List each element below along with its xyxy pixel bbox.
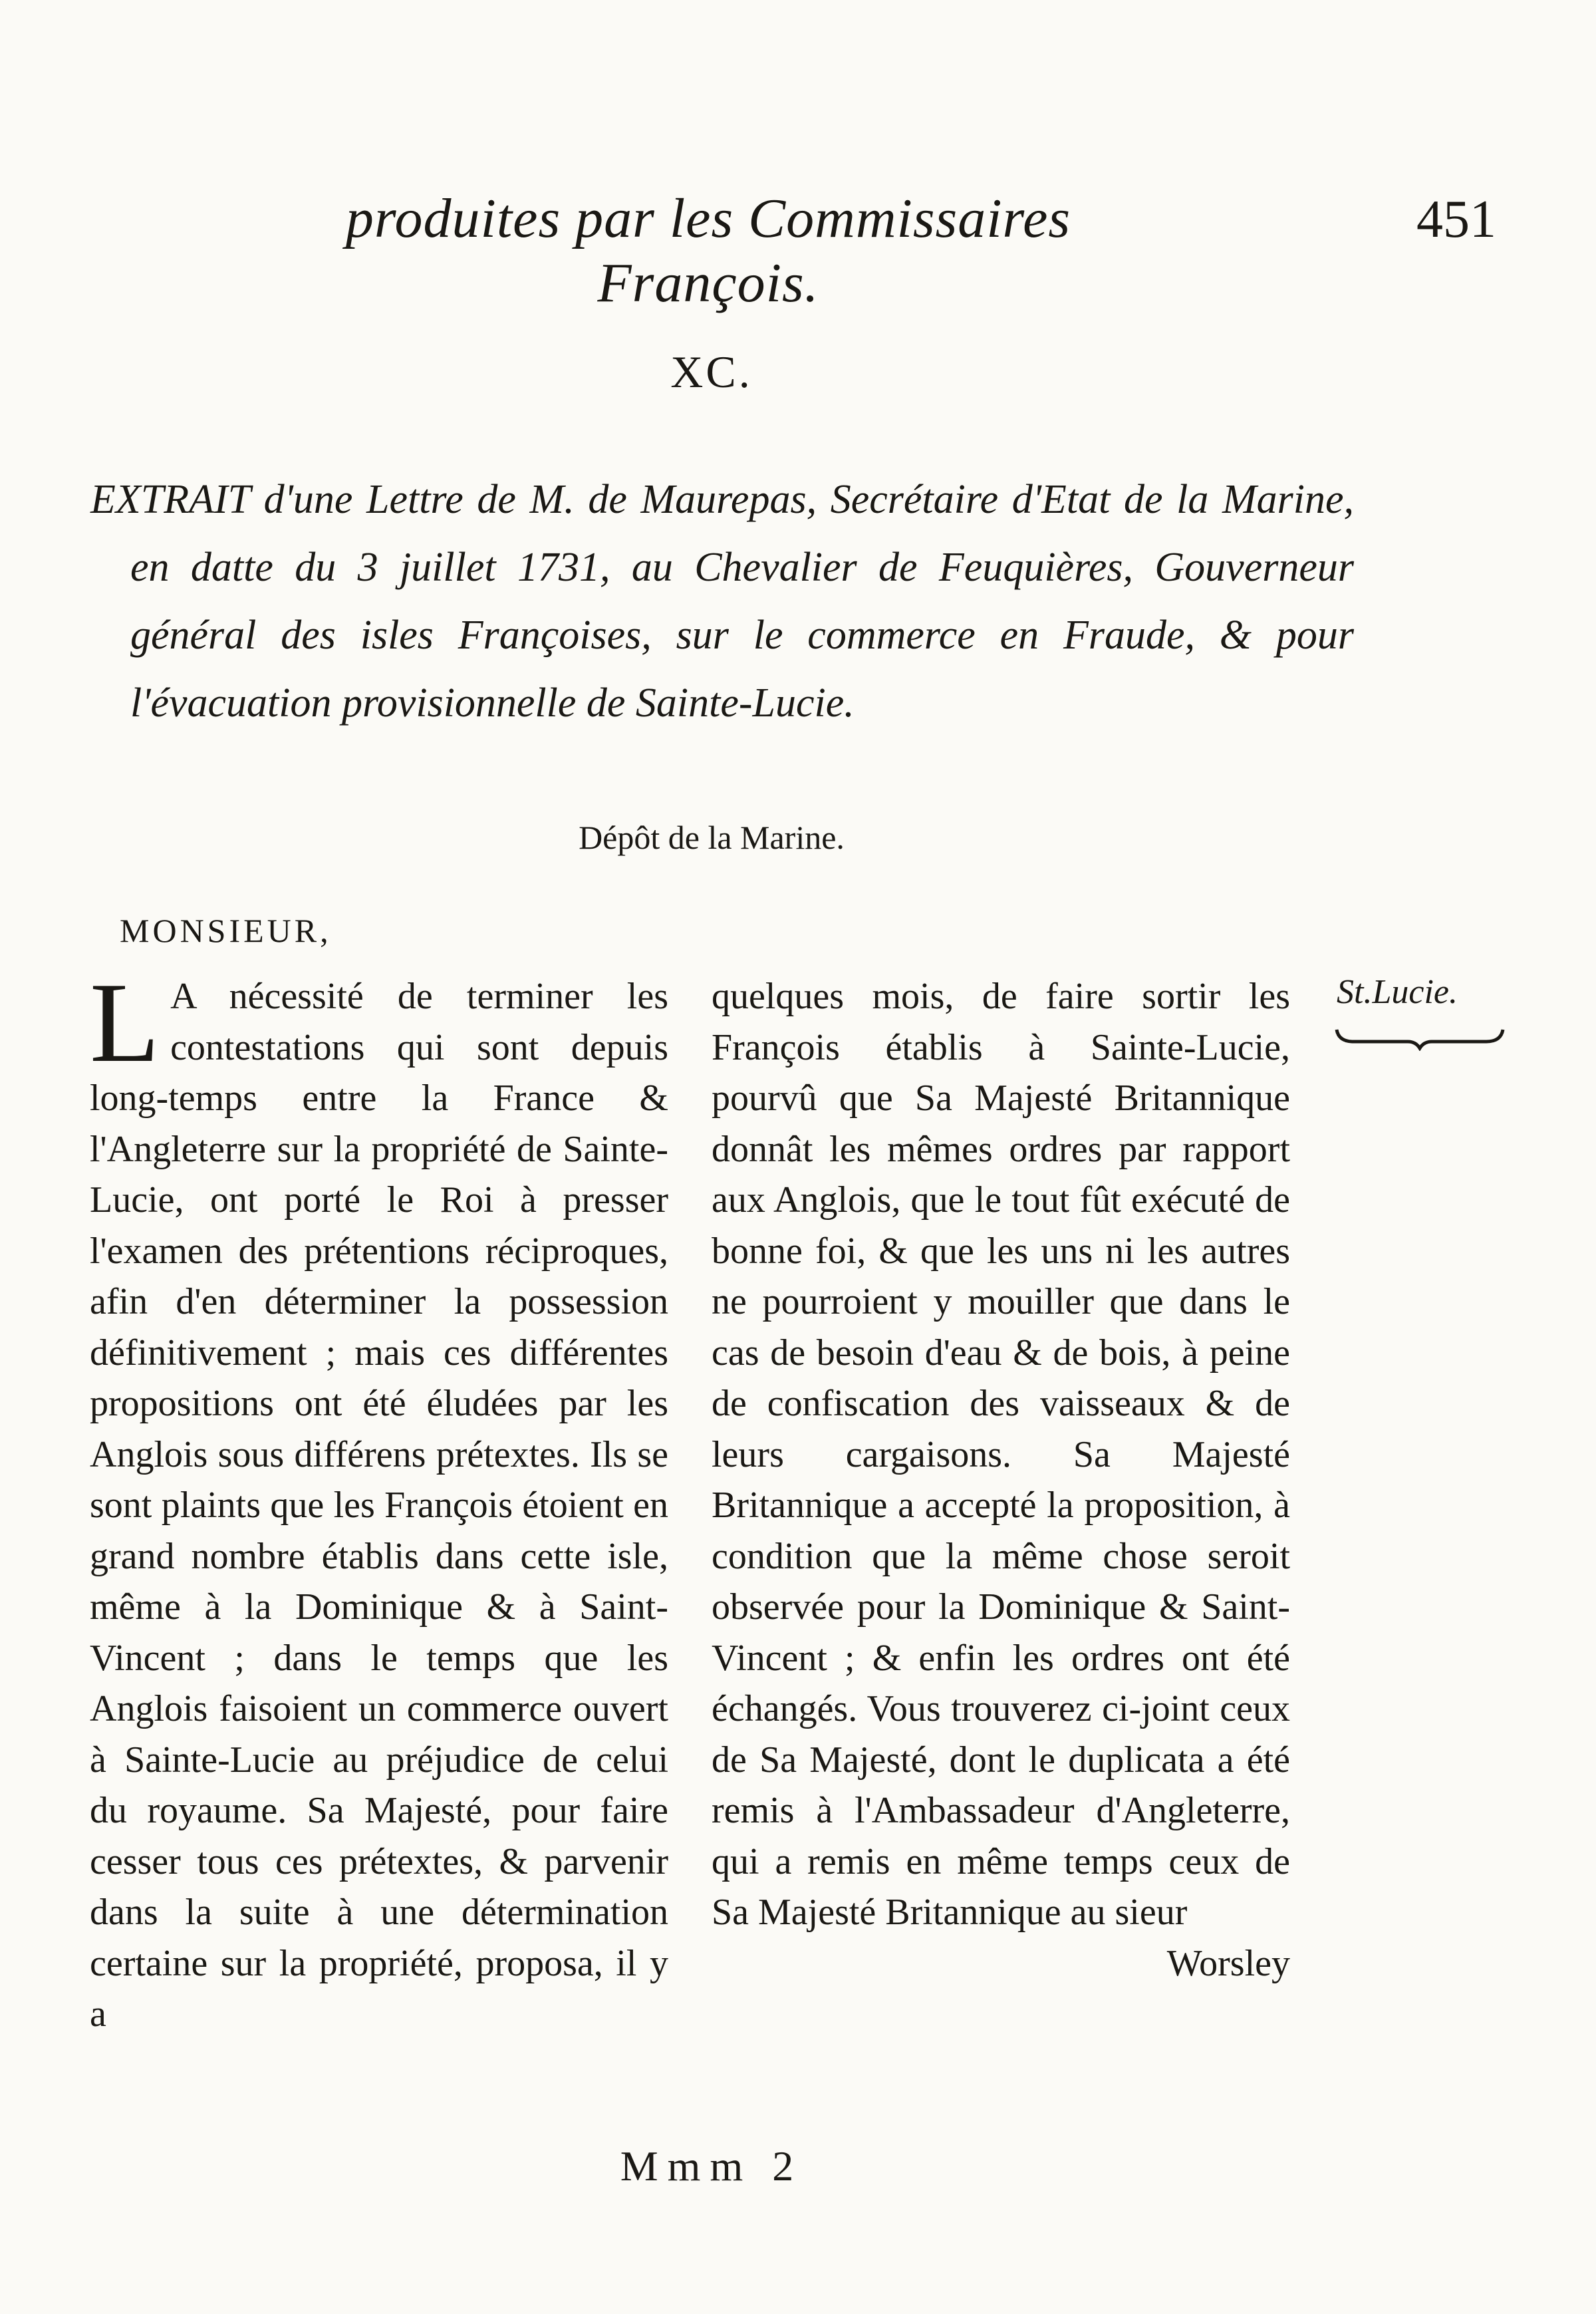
left-column-text: A nécessité de terminer les contestations qui sont depuis long-temps entre la France & l'Angleterre sur la propriété de Sainte-Lucie, ont porté le Roi à presser l'examen des prétentions réciproques, afin d'en déterminer la possession définitivement ; mais ces différentes propositions ont été éludées par les Anglois sous différens prétextes. Ils se sont plaints que les François étoient en grand nombre établis dans cette isle, même à la Dominique & à Saint-Vincent ; dans le temps que les Anglois faisoient un commerce ouvert à Sainte-Lucie au préjudice de celui du royaume. Sa Majesté, pour faire cesser tous ces prétextes, & parvenir dans la suite à une détermination certaine sur la propriété, proposa, il y a (90, 976, 668, 2035)
right-column (712, 971, 1290, 1989)
left-column (90, 960, 668, 2040)
margin-note: St.Lucie. (1337, 973, 1458, 1011)
margin-brace-icon (1333, 1024, 1506, 1051)
salutation: MONSIEUR, (120, 912, 332, 949)
right-column-text: quelques mois, de faire sortir les François établis à Sainte-Lucie, pourvû que Sa Majesté Britannique donnât les mêmes ordres par rapport aux Anglois, que le tout fût exécuté de bonne foi, & que les uns ni les autres ne pourroient y mouiller que dans le cas de besoin d'eau & de bois, à peine de confiscation des vaisseaux & de leurs cargaisons. Sa Majesté Britannique a accepté la proposition, à condition que la même chose seroit observée pour la Dominique & Saint-Vincent ; & enfin les ordres ont été échangés. Vous trouverez ci-joint ceux de Sa Majesté, dont le duplicata a été remis à l'Ambassadeur d'Angleterre, qui a remis en même temps ceux de Sa Majesté Britannique au sieur (712, 976, 1290, 1933)
signature-mark: Mmm 2 (620, 2142, 803, 2190)
document-heading: EXTRAIT d'une Lettre de M. de Maurepas, Secrétaire d'Etat de la Marine, en datte du 3 juillet 1731, au Chevalier de Feuquières, Gouverneur général des isles Françoises, sur le commerce en Fraude, & pour l'évacuation provisionnelle de Sainte-Lucie. (90, 477, 1354, 726)
document-source: Dépôt de la Marine. (579, 819, 845, 856)
catchword: Worsley (1166, 1942, 1290, 1984)
page-number: 451 (1416, 190, 1496, 249)
running-head: produites par les Commissaires François. (345, 188, 1071, 314)
drop-cap: L (90, 960, 160, 1086)
document-number: XC. (670, 347, 753, 397)
